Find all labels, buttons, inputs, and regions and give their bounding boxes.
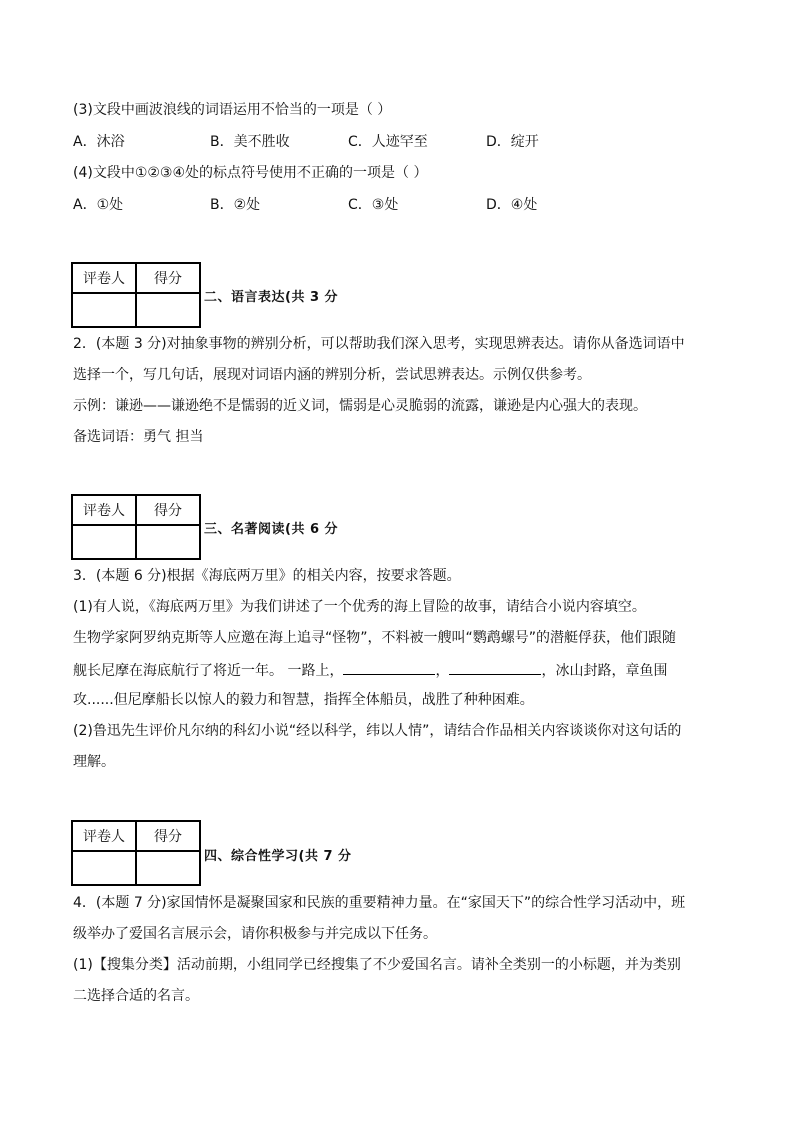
question-2-line: 2．(本题 3 分)对抽象事物的辨别分析，可以帮助我们深入思考，实现思辨表达。请你从备选词语中 (73, 336, 685, 352)
section-title: 三、名著阅读(共 6 分 (204, 522, 339, 537)
question-3-sub1: (1)有人说，《海底两万里》为我们讲述了一个优秀的海上冒险的故事，请结合小说内容填空。 (73, 599, 646, 615)
score-cell (136, 525, 200, 559)
grader-cell (72, 851, 136, 885)
option-b: B．美不胜收 (210, 134, 290, 150)
score-table (71, 820, 201, 886)
answer-blank-1[interactable] (343, 660, 435, 675)
question-3-4-stem: (4)文段中①②③④处的标点符号使用不正确的一项是（ ） (73, 165, 428, 181)
question-4-line: 4．(本题 7 分)家国情怀是凝聚国家和民族的重要精神力量。在“家国天下”的综合性学习活动中，班 (73, 895, 686, 911)
score-header: 得分 (136, 263, 200, 293)
score-cell (136, 293, 200, 327)
grader-cell (72, 293, 136, 327)
question-4-sub1: (1)【搜集分类】活动前期，小组同学已经搜集了不少爱国名言。请补全类别一的小标题，并为类别 (73, 957, 681, 973)
option-a: A．①处 (73, 197, 124, 213)
section-title: 二、语言表达(共 3 分 (204, 290, 339, 305)
question-3-passage: 生物学家阿罗纳克斯等人应邀在海上追寻“怪物”，不料被一艘叫“鹦鹉螺号”的潜艇俘获，他们跟随 (73, 630, 677, 646)
question-3-sub2: (2)鲁迅先生评价凡尔纳的科幻小说“经以科学，纬以人情”，请结合作品相关内容谈谈你对这句话的 (73, 723, 682, 739)
option-c: C．③处 (348, 197, 399, 213)
option-c: C．人迹罕至 (348, 134, 428, 150)
score-cell (136, 851, 200, 885)
passage-text: 舰长尼摩在海底航行了将近一年。 一路上， (73, 663, 344, 679)
option-a: A．沐浴 (73, 134, 125, 150)
grader-header: 评卷人 (72, 263, 136, 293)
score-header: 得分 (136, 495, 200, 525)
section-title: 四、综合性学习(共 7 分 (204, 849, 352, 864)
question-3-stem: 3．(本题 6 分)根据《海底两万里》的相关内容，按要求答题。 (73, 568, 461, 584)
question-2-example: 示例：谦逊——谦逊绝不是懦弱的近义词，懦弱是心灵脆弱的流露，谦逊是内心强大的表现。 (73, 398, 647, 414)
answer-blank-2[interactable] (449, 660, 541, 675)
question-2-options: 备选词语：勇气 担当 (73, 429, 204, 445)
option-d: D．绽开 (486, 134, 539, 150)
question-3-sub2: 理解。 (73, 754, 115, 770)
question-4-sub1: 二选择合适的名言。 (73, 988, 199, 1004)
score-table (71, 494, 201, 560)
grader-header: 评卷人 (72, 495, 136, 525)
question-4-line: 级举办了爱国名言展示会，请你积极参与并完成以下任务。 (73, 926, 437, 942)
score-table (71, 262, 201, 328)
grader-header: 评卷人 (72, 821, 136, 851)
score-header: 得分 (136, 821, 200, 851)
passage-text: ， (435, 663, 450, 679)
question-3-3-stem: (3)文段中画波浪线的词语运用不恰当的一项是（ ） (73, 102, 392, 118)
question-2-line: 选择一个，写几句话，展现对词语内涵的辨别分析，尝试思辨表达。示例仅供参考。 (73, 367, 591, 383)
option-b: B．②处 (210, 197, 261, 213)
question-3-passage: 攻......但尼摩船长以惊人的毅力和智慧，指挥全体船员，战胜了种种困难。 (73, 692, 534, 708)
question-3-passage (73, 660, 667, 680)
passage-text: ，冰山封路，章鱼围 (541, 663, 668, 679)
option-d: D．④处 (486, 197, 538, 213)
grader-cell (72, 525, 136, 559)
